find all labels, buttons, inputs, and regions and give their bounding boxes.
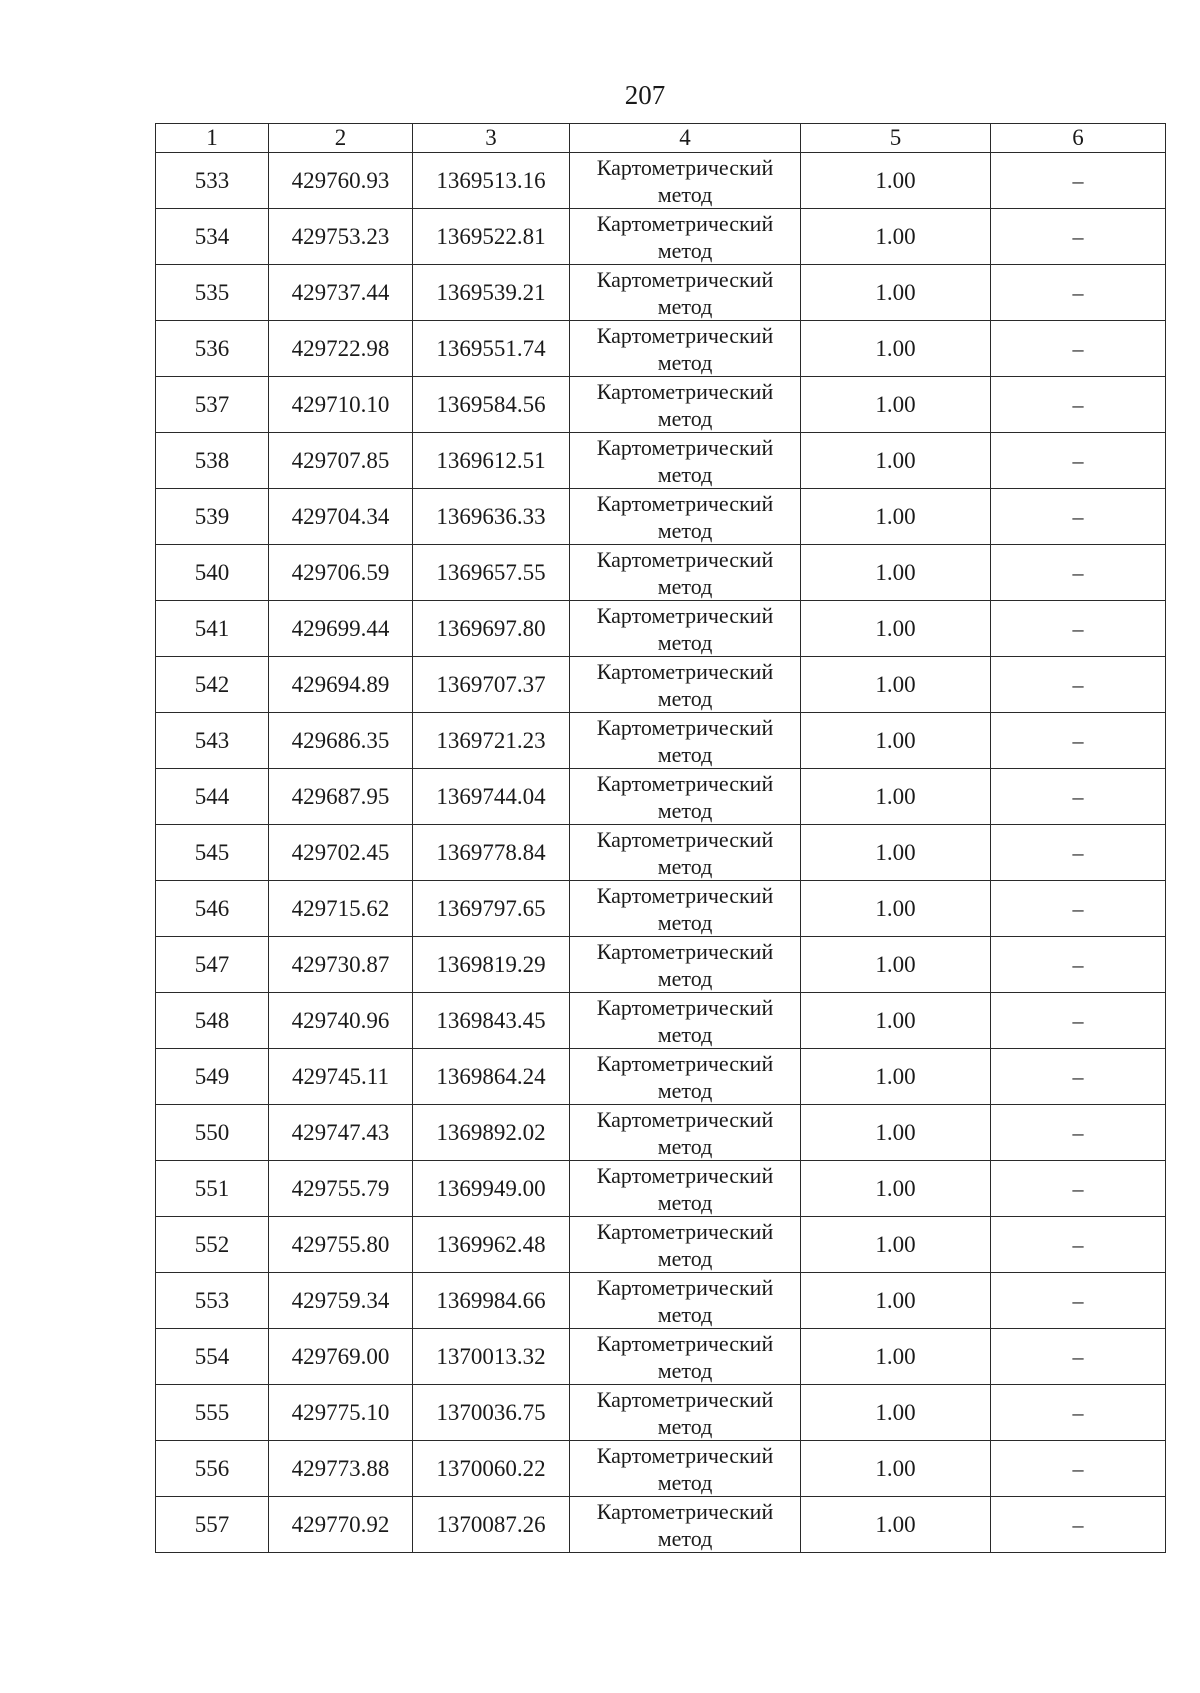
accuracy-cell: 1.00 (801, 881, 991, 937)
method-cell: Картометрический метод (570, 321, 801, 377)
coordinate-x-cell: 429759.34 (269, 1273, 413, 1329)
method-cell: Картометрический метод (570, 1217, 801, 1273)
coordinate-y-cell: 1370036.75 (413, 1385, 570, 1441)
note-cell: – (991, 209, 1166, 265)
coordinate-x-cell: 429747.43 (269, 1105, 413, 1161)
note-cell: – (991, 1105, 1166, 1161)
coordinate-y-cell: 1369584.56 (413, 377, 570, 433)
accuracy-cell: 1.00 (801, 601, 991, 657)
coordinate-y-cell: 1369962.48 (413, 1217, 570, 1273)
method-cell: Картометрический метод (570, 1273, 801, 1329)
table-row (156, 937, 1166, 993)
note-cell: – (991, 1161, 1166, 1217)
coordinate-y-cell: 1369551.74 (413, 321, 570, 377)
accuracy-cell: 1.00 (801, 489, 991, 545)
coordinate-y-cell: 1370087.26 (413, 1497, 570, 1553)
point-number-cell: 541 (156, 601, 269, 657)
table-row (156, 1049, 1166, 1105)
point-number-cell: 548 (156, 993, 269, 1049)
point-number-cell: 537 (156, 377, 269, 433)
note-cell: – (991, 825, 1166, 881)
table-row (156, 769, 1166, 825)
coordinate-y-cell: 1369697.80 (413, 601, 570, 657)
point-number-cell: 554 (156, 1329, 269, 1385)
table-row (156, 1161, 1166, 1217)
accuracy-cell: 1.00 (801, 1329, 991, 1385)
coordinate-y-cell: 1369539.21 (413, 265, 570, 321)
coordinate-x-cell: 429706.59 (269, 545, 413, 601)
note-cell: – (991, 937, 1166, 993)
accuracy-cell: 1.00 (801, 377, 991, 433)
accuracy-cell: 1.00 (801, 1105, 991, 1161)
table-row (156, 993, 1166, 1049)
method-cell: Картометрический метод (570, 1497, 801, 1553)
coordinate-y-cell: 1369612.51 (413, 433, 570, 489)
method-cell: Картометрический метод (570, 881, 801, 937)
point-number-cell: 542 (156, 657, 269, 713)
coordinate-y-cell: 1369744.04 (413, 769, 570, 825)
coordinate-x-cell: 429722.98 (269, 321, 413, 377)
method-cell: Картометрический метод (570, 489, 801, 545)
point-number-cell: 556 (156, 1441, 269, 1497)
coordinate-y-cell: 1369864.24 (413, 1049, 570, 1105)
method-cell: Картометрический метод (570, 377, 801, 433)
column-header: 6 (991, 124, 1166, 153)
column-header: 1 (156, 124, 269, 153)
method-cell: Картометрический метод (570, 937, 801, 993)
method-cell: Картометрический метод (570, 209, 801, 265)
coordinate-y-cell: 1370060.22 (413, 1441, 570, 1497)
accuracy-cell: 1.00 (801, 1385, 991, 1441)
method-cell: Картометрический метод (570, 545, 801, 601)
table-row (156, 825, 1166, 881)
coordinate-x-cell: 429769.00 (269, 1329, 413, 1385)
table-row (156, 153, 1166, 209)
table-row (156, 881, 1166, 937)
coordinate-x-cell: 429760.93 (269, 153, 413, 209)
note-cell: – (991, 1329, 1166, 1385)
point-number-cell: 538 (156, 433, 269, 489)
accuracy-cell: 1.00 (801, 153, 991, 209)
column-header: 3 (413, 124, 570, 153)
coordinate-x-cell: 429755.80 (269, 1217, 413, 1273)
note-cell: – (991, 377, 1166, 433)
table-row (156, 657, 1166, 713)
coordinate-x-cell: 429702.45 (269, 825, 413, 881)
note-cell: – (991, 1049, 1166, 1105)
table-row (156, 489, 1166, 545)
note-cell: – (991, 1273, 1166, 1329)
table-header-row (156, 124, 1166, 153)
point-number-cell: 544 (156, 769, 269, 825)
table-row (156, 321, 1166, 377)
accuracy-cell: 1.00 (801, 825, 991, 881)
note-cell: – (991, 1497, 1166, 1553)
coordinate-y-cell: 1369892.02 (413, 1105, 570, 1161)
method-cell: Картометрический метод (570, 153, 801, 209)
note-cell: – (991, 1217, 1166, 1273)
table-row (156, 1273, 1166, 1329)
accuracy-cell: 1.00 (801, 993, 991, 1049)
note-cell: – (991, 769, 1166, 825)
coordinate-x-cell: 429710.10 (269, 377, 413, 433)
point-number-cell: 539 (156, 489, 269, 545)
coordinate-x-cell: 429775.10 (269, 1385, 413, 1441)
coordinate-x-cell: 429699.44 (269, 601, 413, 657)
column-header: 2 (269, 124, 413, 153)
accuracy-cell: 1.00 (801, 1441, 991, 1497)
coordinate-x-cell: 429740.96 (269, 993, 413, 1049)
table-row (156, 209, 1166, 265)
method-cell: Картометрический метод (570, 769, 801, 825)
table-row (156, 433, 1166, 489)
method-cell: Картометрический метод (570, 825, 801, 881)
note-cell: – (991, 1441, 1166, 1497)
coordinates-table (155, 123, 1166, 1553)
point-number-cell: 540 (156, 545, 269, 601)
coordinate-x-cell: 429730.87 (269, 937, 413, 993)
accuracy-cell: 1.00 (801, 433, 991, 489)
coordinate-x-cell: 429704.34 (269, 489, 413, 545)
point-number-cell: 552 (156, 1217, 269, 1273)
coordinate-x-cell: 429686.35 (269, 713, 413, 769)
coordinate-y-cell: 1369797.65 (413, 881, 570, 937)
coordinate-y-cell: 1369778.84 (413, 825, 570, 881)
coordinate-x-cell: 429707.85 (269, 433, 413, 489)
table-row (156, 713, 1166, 769)
page-number: 207 (624, 80, 666, 110)
table-row (156, 1217, 1166, 1273)
coordinate-y-cell: 1369522.81 (413, 209, 570, 265)
method-cell: Картометрический метод (570, 1441, 801, 1497)
note-cell: – (991, 153, 1166, 209)
column-header: 5 (801, 124, 991, 153)
point-number-cell: 543 (156, 713, 269, 769)
note-cell: – (991, 545, 1166, 601)
coordinate-x-cell: 429715.62 (269, 881, 413, 937)
coordinate-x-cell: 429770.92 (269, 1497, 413, 1553)
coordinate-y-cell: 1369657.55 (413, 545, 570, 601)
coordinate-x-cell: 429753.23 (269, 209, 413, 265)
table-row (156, 545, 1166, 601)
note-cell: – (991, 713, 1166, 769)
coordinate-y-cell: 1369707.37 (413, 657, 570, 713)
point-number-cell: 555 (156, 1385, 269, 1441)
accuracy-cell: 1.00 (801, 937, 991, 993)
coordinate-x-cell: 429737.44 (269, 265, 413, 321)
point-number-cell: 550 (156, 1105, 269, 1161)
note-cell: – (991, 881, 1166, 937)
method-cell: Картометрический метод (570, 713, 801, 769)
method-cell: Картометрический метод (570, 265, 801, 321)
accuracy-cell: 1.00 (801, 321, 991, 377)
coordinate-y-cell: 1369721.23 (413, 713, 570, 769)
coordinate-y-cell: 1369843.45 (413, 993, 570, 1049)
method-cell: Картометрический метод (570, 1105, 801, 1161)
point-number-cell: 546 (156, 881, 269, 937)
table-row (156, 377, 1166, 433)
point-number-cell: 534 (156, 209, 269, 265)
coordinate-y-cell: 1369636.33 (413, 489, 570, 545)
point-number-cell: 547 (156, 937, 269, 993)
accuracy-cell: 1.00 (801, 1217, 991, 1273)
note-cell: – (991, 433, 1166, 489)
point-number-cell: 553 (156, 1273, 269, 1329)
accuracy-cell: 1.00 (801, 1273, 991, 1329)
coordinate-y-cell: 1369513.16 (413, 153, 570, 209)
accuracy-cell: 1.00 (801, 769, 991, 825)
coordinate-x-cell: 429755.79 (269, 1161, 413, 1217)
accuracy-cell: 1.00 (801, 1161, 991, 1217)
table-row (156, 1385, 1166, 1441)
coordinate-x-cell: 429773.88 (269, 1441, 413, 1497)
column-header: 4 (570, 124, 801, 153)
note-cell: – (991, 993, 1166, 1049)
point-number-cell: 536 (156, 321, 269, 377)
method-cell: Картометрический метод (570, 1329, 801, 1385)
table-row (156, 265, 1166, 321)
method-cell: Картометрический метод (570, 1385, 801, 1441)
point-number-cell: 549 (156, 1049, 269, 1105)
table-row (156, 1441, 1166, 1497)
note-cell: – (991, 1385, 1166, 1441)
table-row (156, 1105, 1166, 1161)
note-cell: – (991, 265, 1166, 321)
note-cell: – (991, 489, 1166, 545)
accuracy-cell: 1.00 (801, 657, 991, 713)
point-number-cell: 557 (156, 1497, 269, 1553)
point-number-cell: 551 (156, 1161, 269, 1217)
table-row (156, 1329, 1166, 1385)
coordinate-x-cell: 429687.95 (269, 769, 413, 825)
table-row (156, 1497, 1166, 1553)
note-cell: – (991, 601, 1166, 657)
method-cell: Картометрический метод (570, 1049, 801, 1105)
accuracy-cell: 1.00 (801, 1049, 991, 1105)
coordinate-y-cell: 1370013.32 (413, 1329, 570, 1385)
method-cell: Картометрический метод (570, 1161, 801, 1217)
point-number-cell: 535 (156, 265, 269, 321)
coordinate-y-cell: 1369949.00 (413, 1161, 570, 1217)
table-row (156, 601, 1166, 657)
accuracy-cell: 1.00 (801, 713, 991, 769)
coordinate-y-cell: 1369819.29 (413, 937, 570, 993)
method-cell: Картометрический метод (570, 433, 801, 489)
table-body (156, 153, 1166, 1553)
accuracy-cell: 1.00 (801, 265, 991, 321)
note-cell: – (991, 657, 1166, 713)
coordinate-y-cell: 1369984.66 (413, 1273, 570, 1329)
note-cell: – (991, 321, 1166, 377)
coordinate-x-cell: 429694.89 (269, 657, 413, 713)
accuracy-cell: 1.00 (801, 209, 991, 265)
coordinate-x-cell: 429745.11 (269, 1049, 413, 1105)
method-cell: Картометрический метод (570, 657, 801, 713)
point-number-cell: 545 (156, 825, 269, 881)
method-cell: Картометрический метод (570, 601, 801, 657)
accuracy-cell: 1.00 (801, 1497, 991, 1553)
accuracy-cell: 1.00 (801, 545, 991, 601)
method-cell: Картометрический метод (570, 993, 801, 1049)
point-number-cell: 533 (156, 153, 269, 209)
